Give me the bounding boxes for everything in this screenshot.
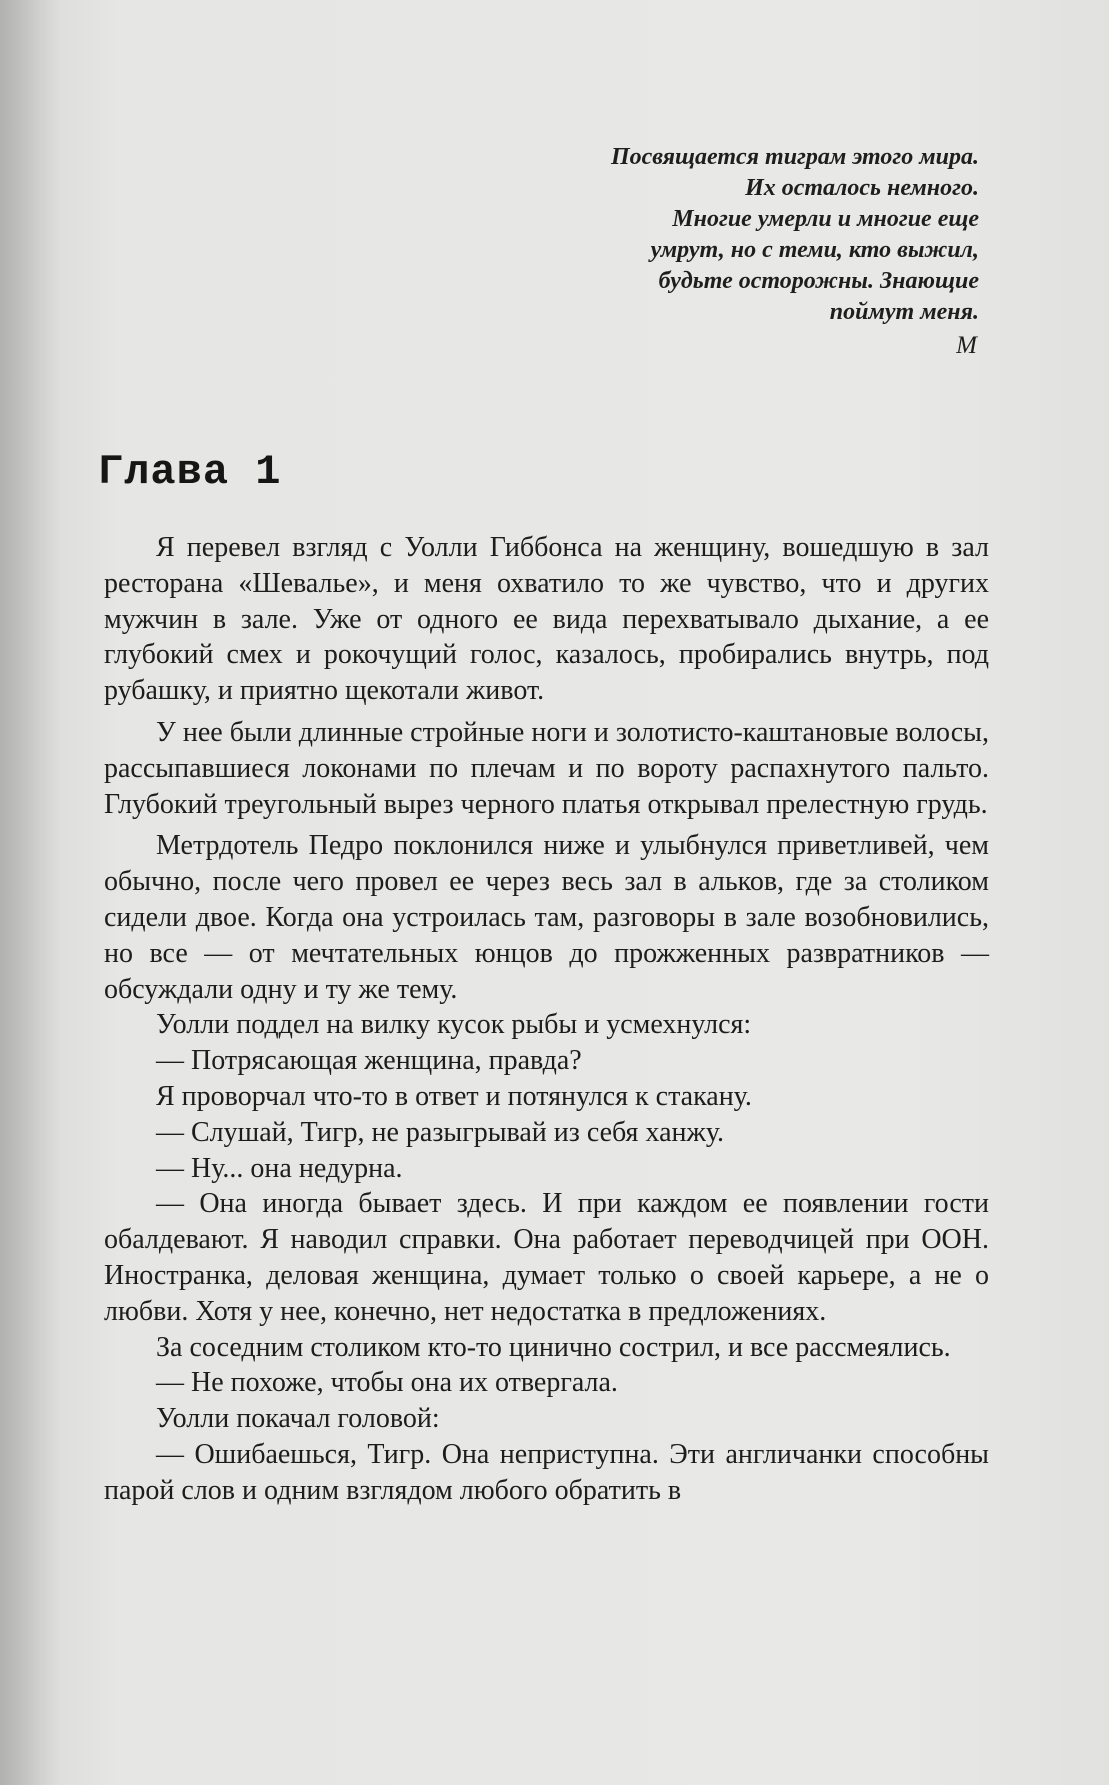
epigraph-line: поймут меня. — [829, 299, 979, 325]
paragraph: Метрдотель Педро поклонился ниже и улыбнулся приветливей, чем обычно, после чего провел ее через весь зал в альков, где за столиком сидели двое. Когда она устроилась там, разговоры в зале возобновились, но все — от мечтательных юнцов до прожженных развратников — обсуждали одну и ту же тему. — [104, 830, 989, 1005]
epigraph-signature: М — [956, 332, 977, 359]
epigraph-line: Многие умерли и многие еще — [672, 206, 979, 232]
chapter-title: Глава 1 — [98, 448, 282, 496]
paragraph: Уолли поддел на вилку кусок рыбы и усмехнулся: — [156, 1009, 752, 1041]
chapter-body — [104, 530, 989, 1509]
paragraph: Я проворчал что-то в ответ и потянулся к стакану. — [156, 1080, 752, 1112]
epigraph-line: будьте осторожны. Знающие — [658, 268, 979, 294]
epigraph — [419, 142, 979, 361]
dialogue-line: — Ну... она недурна. — [156, 1152, 403, 1184]
epigraph-line: Их осталось немного. — [745, 175, 979, 201]
dialogue-line: — Не похоже, чтобы она их отвергала. — [156, 1367, 618, 1399]
dialogue-line: — Ошибаешься, Тигр. Она неприступна. Эти англичанки способны парой слов и одним взглядом любого обратить в — [104, 1438, 989, 1506]
paragraph: Уолли покачал головой: — [156, 1403, 440, 1435]
paragraph: У нее были длинные стройные ноги и золотисто-каштановые волосы, рассыпавшиеся локонами по плечам и по вороту распахнутого пальто. Глубокий треугольный вырез черного платья открывал прелестную грудь. — [104, 716, 989, 820]
paragraph: Я перевел взгляд с Уолли Гиббонса на женщину, вошедшую в зал ресторана «Шевалье», и меня охватило то же чувство, что и других мужчин в зале. Уже от одного ее вида перехватывало дыхание, а ее глубокий смех и рокочущий голос, казалось, пробирались внутрь, под рубашку, и приятно щекотали живот. — [104, 532, 989, 707]
dialogue-line: — Она иногда бывает здесь. И при каждом ее появлении гости обалдевают. Я наводил справки. Она работает переводчицей при ООН. Иностранка, деловая женщина, думает только о своей карьере, а не о любви. Хотя у нее, конечно, нет недостатка в предложениях. — [104, 1188, 989, 1327]
page-gutter-shadow — [0, 0, 60, 1785]
dialogue-line: — Потрясающая женщина, правда? — [156, 1045, 582, 1077]
epigraph-line: Посвящается тиграм этого мира. — [610, 144, 979, 170]
dialogue-line: — Слушай, Тигр, не разыгрывай из себя ханжу. — [156, 1116, 725, 1148]
epigraph-line: умрут, но с теми, кто выжил, — [650, 237, 979, 263]
paragraph: За соседним столиком кто-то цинично сострил, и все рассмеялись. — [156, 1331, 951, 1363]
